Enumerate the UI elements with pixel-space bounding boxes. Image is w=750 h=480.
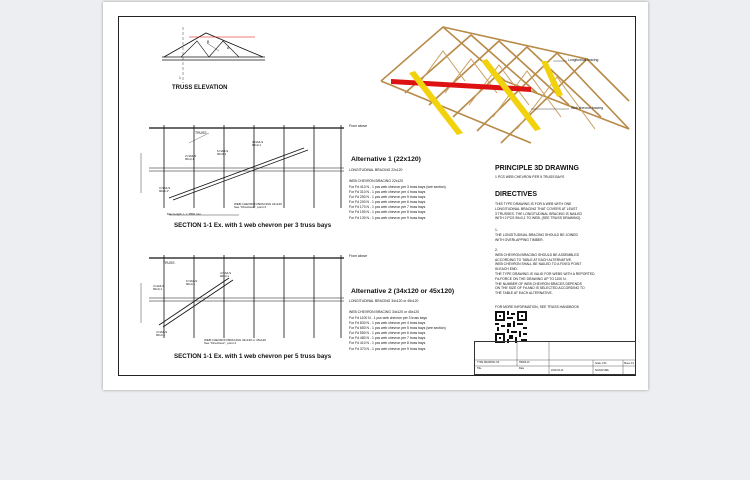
alt1-force-row: For Fd 150 N - 1 pcs web chevron per 8 truss bays — [349, 210, 426, 215]
directives-line: WITH 2 PCS 90x3,1 TO WEB. (SEE TRUSS DRAWING). — [495, 216, 582, 221]
section2-nails-c: 4 NAILS 90x3,1 — [220, 271, 232, 278]
alt2-force-row: For Fd 480 N - 1 pcs web chevron per 7 truss bays — [349, 336, 426, 341]
title-block-cell: 2019-03-13 — [551, 369, 564, 372]
title-block — [474, 341, 636, 375]
alt1-force-list — [349, 185, 446, 221]
directives-line: THE NUMBER OF WEB CHEVRON BRACES DEPENDS — [495, 281, 582, 286]
section2-from-above: From above — [349, 254, 368, 258]
alt2-force-row: For Fd 550 N - 1 pcs web chevron per 6 truss bays — [349, 331, 426, 336]
directives-line: IN EACH END. — [495, 267, 518, 272]
alt1-force-row: For Fd 170 N - 1 pcs web chevron per 7 truss bays — [349, 205, 426, 210]
section1-max-length: Max length, L = 1500 mm — [167, 212, 201, 216]
section1-nails-b: 6 NAILS 90x3,1 — [217, 149, 229, 156]
directives-line: ACCORDING TO TABLE AT EACH ALTERNATIVE. — [495, 257, 573, 262]
alt2-title: Alternative 2 (34x120 or 45x120) — [351, 288, 455, 295]
directives-more-info: FOR MORE INFORMATION, SEE TRUSS HANDBOOK — [495, 305, 580, 309]
title-block-cell: Title — [477, 367, 482, 370]
section2-nails-b: 6 NAILS 90x3,1 — [186, 279, 198, 286]
section1-title: SECTION 1-1 Ex. with 1 web chevron per 3 truss bays — [174, 222, 332, 229]
alt2-longitudinal: LONGITUDINAL BRACING 34x120 or 45x120 — [349, 299, 419, 303]
title-block-cell: TB006-10 — [519, 361, 530, 364]
directives-line: 1. — [495, 228, 498, 232]
title-block-cell: TYPE DRAWING OF — [477, 361, 500, 364]
alt1-longitudinal: LONGITUDINAL BRACING 22x120 — [349, 168, 403, 172]
directives-line: ON THE SIZE OF Fd AND IS SELECTED ACCORDING TO — [495, 286, 585, 291]
section2-chevron-note: WEB CHEVRON BRACING 34x120 or 45x120 See "Directives", point 2 — [204, 338, 267, 345]
directives-line: 2. — [495, 248, 498, 252]
directives-line: WITH OVERLAPPING TIMBER. — [495, 237, 544, 242]
directives-title: DIRECTIVES — [495, 191, 538, 198]
directives-line: WEB CHEVRON BRACING SHOULD BE ASSEMBLED — [495, 252, 580, 257]
directives-line: WEB CHEVRON SHALL BE NAILED TO A FIXED POINT — [495, 262, 582, 267]
section2-title: SECTION 1-1 Ex. with 1 web chevron per 5 truss bays — [174, 353, 332, 360]
alt1-force-row: For Fd 200 N - 1 pcs web chevron per 6 truss bays — [349, 200, 426, 205]
alt2-web-header: WEB CHEVRON BRACING 34x120 or 45x120 — [349, 310, 420, 314]
alt2-force-list — [349, 316, 446, 352]
alt1-force-row: For Fd 310 N - 1 pcs web chevron per 4 truss bays — [349, 190, 426, 195]
title-block-cell: Sheet 1/1 — [624, 362, 635, 365]
truss-elevation-diagram — [159, 23, 269, 83]
section2-nails-d: 4 NAILS 90x3,1 — [156, 330, 168, 337]
alt1-web-header: WEB CHEVRON BRACING 22x120 — [349, 179, 404, 183]
alt1-force-row: For Fd 410 N - 1 pcs web chevron per 3 truss bays (see section) — [349, 185, 446, 189]
section2-nails-a: 3 NAILS 90x3,1 — [153, 284, 165, 291]
title-block-cell: Scale 1:50 — [595, 362, 607, 365]
drawing-sheet — [103, 2, 648, 390]
section1-nails-c: 3 NAILS 90x3,1 — [252, 140, 264, 147]
alt1-force-row: For Fd 250 N - 1 pcs web chevron per 5 truss bays — [349, 195, 426, 200]
directives-line: 3 TRUSSES. THE LONGITUDINAL BRACING IS NAILED — [495, 211, 582, 216]
alt2-force-row: For Fd 830 N - 1 pcs web chevron per 4 truss bays — [349, 321, 426, 326]
elevation-label-a: A — [227, 46, 230, 50]
elevation-label-b: B — [207, 40, 210, 44]
truss-3d-render — [381, 21, 629, 143]
directives-point-1 — [495, 228, 578, 242]
section1-nails-a: 2 NAILS 90x3,1 — [185, 154, 197, 161]
render-label-chevron: Web chevron bracing — [571, 106, 603, 110]
section2-truss-label: TRUSS — [163, 261, 175, 265]
alt1-title: Alternative 1 (22x120) — [351, 156, 421, 163]
drawing-frame — [118, 16, 636, 376]
directives-line: THE LONGITUDINAL BRACING SHOULD BE JOINED — [495, 232, 578, 237]
title-block-cell: Date — [519, 367, 525, 370]
directives-point-2 — [495, 248, 595, 296]
section1-chevron-note: WEB CHEVRON BRACING 22x120 See "Directives", point 2 — [234, 202, 282, 209]
directives-line: Fd-FORCE ON THE DRAWING UP TO 1100 N. — [495, 276, 567, 281]
elevation-section-mark: 1 — [179, 76, 181, 80]
alt1-force-row: For Fd 130 N - 1 pcs web chevron per 9 truss bays — [349, 215, 426, 220]
alt2-force-row: For Fd 1100 N - 1 pcs web chevron per 3 truss bays — [349, 316, 427, 320]
alt2-force-row: For Fd 650 N - 1 pcs web chevron per 5 truss bays (see section) — [349, 326, 446, 331]
principle-subtitle: 1 PCS WEB CHEVRON PER 5 TRUSS BAYS — [495, 175, 565, 179]
alt2-force-row: For Fd 370 N - 1 pcs web chevron per 9 truss bays — [349, 346, 426, 351]
directives-line: THIS TYPE DRAWING IS FOR A WEB WITH ONE — [495, 202, 572, 206]
section1-from-above: From above — [349, 124, 368, 128]
alt2-force-row: For Fd 410 N - 1 pcs web chevron per 8 truss bays — [349, 341, 426, 346]
directives-line: THE TABLE AT EACH ALTERNATIVE. — [495, 291, 553, 296]
title-block-cell: SIGNATURE — [595, 369, 609, 372]
elevation-title: TRUSS ELEVATION — [172, 85, 228, 91]
principle-title: PRINCIPLE 3D DRAWING — [495, 165, 580, 172]
section1-nails-d: 3 NAILS 90x3,1" — [159, 186, 171, 193]
directives-intro — [495, 202, 582, 221]
directives-line: THE TYPE DRAWING IS VALID FOR WEBS WITH A REPORTED — [495, 271, 595, 276]
qr-code — [495, 311, 527, 343]
render-label-longitudinal: Longitudinal bracing — [568, 58, 599, 62]
section1-truss-label: TRUSS — [195, 131, 207, 135]
directives-line: LONGITUDINAL BRACING THAT COVERS AT LEAST — [495, 206, 578, 211]
